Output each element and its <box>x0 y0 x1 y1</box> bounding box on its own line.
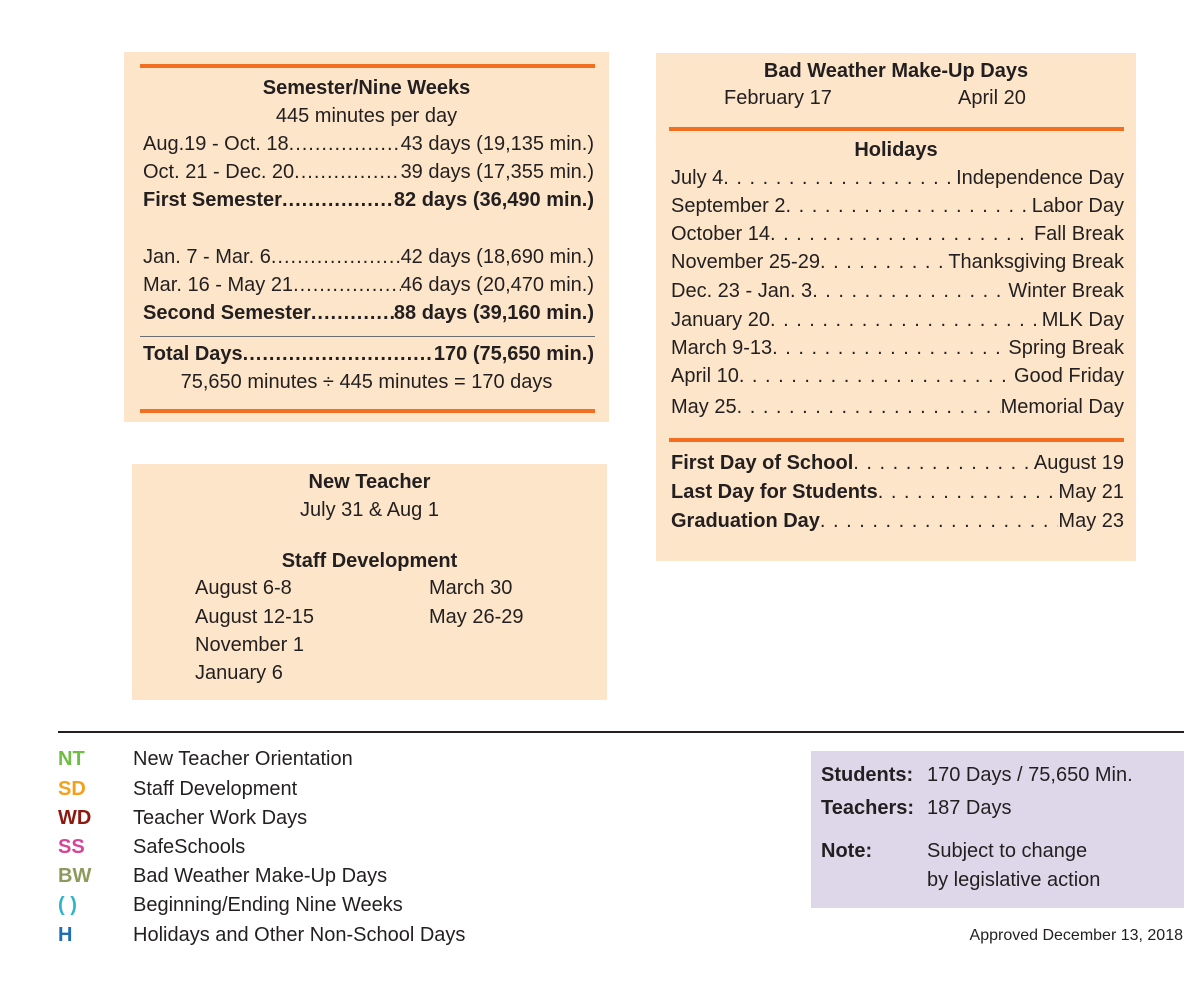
key-date-label: Last Day for Students <box>671 481 878 503</box>
dot-leader <box>820 251 948 274</box>
staff-date: August 12-15 <box>195 606 314 628</box>
bad-weather-date: April 20 <box>958 87 1026 109</box>
holiday-name: Memorial Day <box>1000 396 1124 418</box>
dot-leader <box>271 246 401 269</box>
semester-row-label: Total Days <box>143 343 243 365</box>
dot-leader <box>786 195 1032 218</box>
semester-top-rule <box>140 64 595 68</box>
key-date-row <box>671 452 1124 475</box>
legend-divider <box>58 731 1184 733</box>
semester-row <box>143 133 594 156</box>
key-date-value: May 23 <box>1058 510 1124 532</box>
students-label: Students: <box>821 764 914 786</box>
semester-row-label: First Semester <box>143 189 282 211</box>
semester-row <box>143 161 594 184</box>
semester-row-label: Jan. 7 - Mar. 6 <box>143 246 271 268</box>
holiday-name: Labor Day <box>1031 195 1124 217</box>
staff-date: January 6 <box>195 662 283 684</box>
holiday-row <box>671 309 1124 332</box>
semester-bottom-rule <box>140 409 595 413</box>
dot-leader <box>723 167 956 190</box>
dot-leader <box>878 481 1059 504</box>
minutes-formula: 75,650 minutes ÷ 445 minutes = 170 days <box>180 371 553 393</box>
students-value: 170 Days / 75,650 Min. <box>927 764 1133 786</box>
dot-leader <box>772 337 1008 360</box>
bad-weather-date: February 17 <box>724 87 832 109</box>
holiday-row <box>671 365 1124 388</box>
bad-weather-title: Bad Weather Make-Up Days <box>763 60 1029 82</box>
holiday-name: Good Friday <box>1013 365 1124 387</box>
dot-leader <box>770 223 1034 246</box>
dot-leader <box>311 302 394 325</box>
holiday-row <box>671 337 1124 360</box>
holiday-date: March 9-13 <box>671 337 773 359</box>
semester-row-value: 46 days (20,470 min.) <box>400 274 594 296</box>
key-date-value: May 21 <box>1058 481 1124 503</box>
semester-row-label: Mar. 16 - May 21 <box>143 274 294 296</box>
first-semester-row <box>143 189 594 212</box>
note-line-2: by legislative action <box>927 869 1101 891</box>
semester-title: Semester/Nine Weeks <box>262 77 471 99</box>
staff-development-title: Staff Development <box>281 550 458 572</box>
dot-leader <box>853 452 1034 475</box>
holiday-name: MLK Day <box>1041 309 1124 331</box>
legend-code-h: H <box>58 924 73 946</box>
holiday-name: Winter Break <box>1008 280 1124 302</box>
legend-text: Holidays and Other Non-School Days <box>133 924 466 946</box>
dot-leader <box>812 280 1008 303</box>
holiday-row <box>671 167 1124 190</box>
dot-leader <box>282 189 394 212</box>
staff-date: August 6-8 <box>195 577 292 599</box>
holiday-row <box>671 280 1124 303</box>
legend-code-ss: SS <box>58 836 85 858</box>
holiday-row <box>671 195 1124 218</box>
semester-row-value: 39 days (17,355 min.) <box>400 161 594 183</box>
holiday-row <box>671 251 1124 274</box>
semester-row-label: Oct. 21 - Dec. 20 <box>143 161 295 183</box>
legend-code-parens: ( ) <box>58 894 77 916</box>
dot-leader <box>737 396 1001 419</box>
total-days-row <box>143 343 594 366</box>
holiday-name: Spring Break <box>1008 337 1124 359</box>
holiday-date: October 14 <box>671 223 770 245</box>
legend-text: Bad Weather Make-Up Days <box>133 865 388 887</box>
key-dates-rule <box>669 438 1124 442</box>
holiday-name: Independence Day <box>956 167 1124 189</box>
holiday-date: Dec. 23 - Jan. 3 <box>671 280 813 302</box>
legend-code-sd: SD <box>58 778 86 800</box>
dot-leader <box>739 365 1014 388</box>
holiday-date: April 10 <box>671 365 739 387</box>
dot-leader <box>289 133 401 156</box>
staff-date: November 1 <box>195 634 304 656</box>
teachers-label: Teachers: <box>821 797 915 819</box>
key-date-label: First Day of School <box>671 452 854 474</box>
legend-text: New Teacher Orientation <box>133 748 353 770</box>
holiday-date: July 4 <box>671 167 724 189</box>
dot-leader <box>293 274 401 297</box>
dot-leader <box>243 343 434 366</box>
legend-code-bw: BW <box>58 865 92 887</box>
holiday-row <box>671 223 1124 246</box>
holiday-row <box>671 396 1124 419</box>
key-date-row <box>671 481 1124 504</box>
semester-row-label: Second Semester <box>143 302 311 324</box>
teachers-value: 187 Days <box>927 797 1012 819</box>
second-semester-row <box>143 302 594 325</box>
legend-text: Teacher Work Days <box>133 807 308 829</box>
holidays-title: Holidays <box>854 139 938 161</box>
legend-code-nt: NT <box>58 748 85 770</box>
staff-date: March 30 <box>429 577 513 599</box>
holiday-date: January 20 <box>671 309 770 331</box>
total-divider <box>140 336 595 337</box>
semester-row-label: Aug.19 - Oct. 18 <box>143 133 289 155</box>
new-teacher-title: New Teacher <box>308 471 431 493</box>
note-label: Note: <box>821 840 873 862</box>
dot-leader <box>294 161 400 184</box>
note-line-1: Subject to change <box>927 840 1088 862</box>
key-date-label: Graduation Day <box>671 510 820 532</box>
semester-row-value: 42 days (18,690 min.) <box>400 246 594 268</box>
semester-subtitle: 445 minutes per day <box>275 105 458 127</box>
approved-date: Approved December 13, 2018 <box>969 927 1183 944</box>
holiday-name: Thanksgiving Break <box>948 251 1124 273</box>
semester-row <box>143 246 594 269</box>
staff-date: May 26-29 <box>429 606 524 628</box>
semester-row-value: 82 days (36,490 min.) <box>393 189 594 211</box>
holiday-date: November 25-29 <box>671 251 820 273</box>
legend-text: Beginning/Ending Nine Weeks <box>133 894 403 916</box>
legend-text: Staff Development <box>133 778 298 800</box>
semester-row <box>143 274 594 297</box>
dot-leader <box>820 510 1058 533</box>
key-date-row <box>671 510 1124 533</box>
legend-code-wd: WD <box>58 807 92 829</box>
semester-row-value: 43 days (19,135 min.) <box>400 133 594 155</box>
holiday-name: Fall Break <box>1033 223 1124 245</box>
dot-leader <box>770 309 1042 332</box>
legend-text: SafeSchools <box>133 836 246 858</box>
key-date-value: August 19 <box>1033 452 1124 474</box>
semester-row-value: 88 days (39,160 min.) <box>393 302 594 324</box>
semester-row-value: 170 (75,650 min.) <box>433 343 594 365</box>
holidays-top-rule <box>669 127 1124 131</box>
holiday-date: September 2 <box>671 195 786 217</box>
holiday-date: May 25 <box>671 396 737 418</box>
new-teacher-dates: July 31 & Aug 1 <box>300 499 439 521</box>
